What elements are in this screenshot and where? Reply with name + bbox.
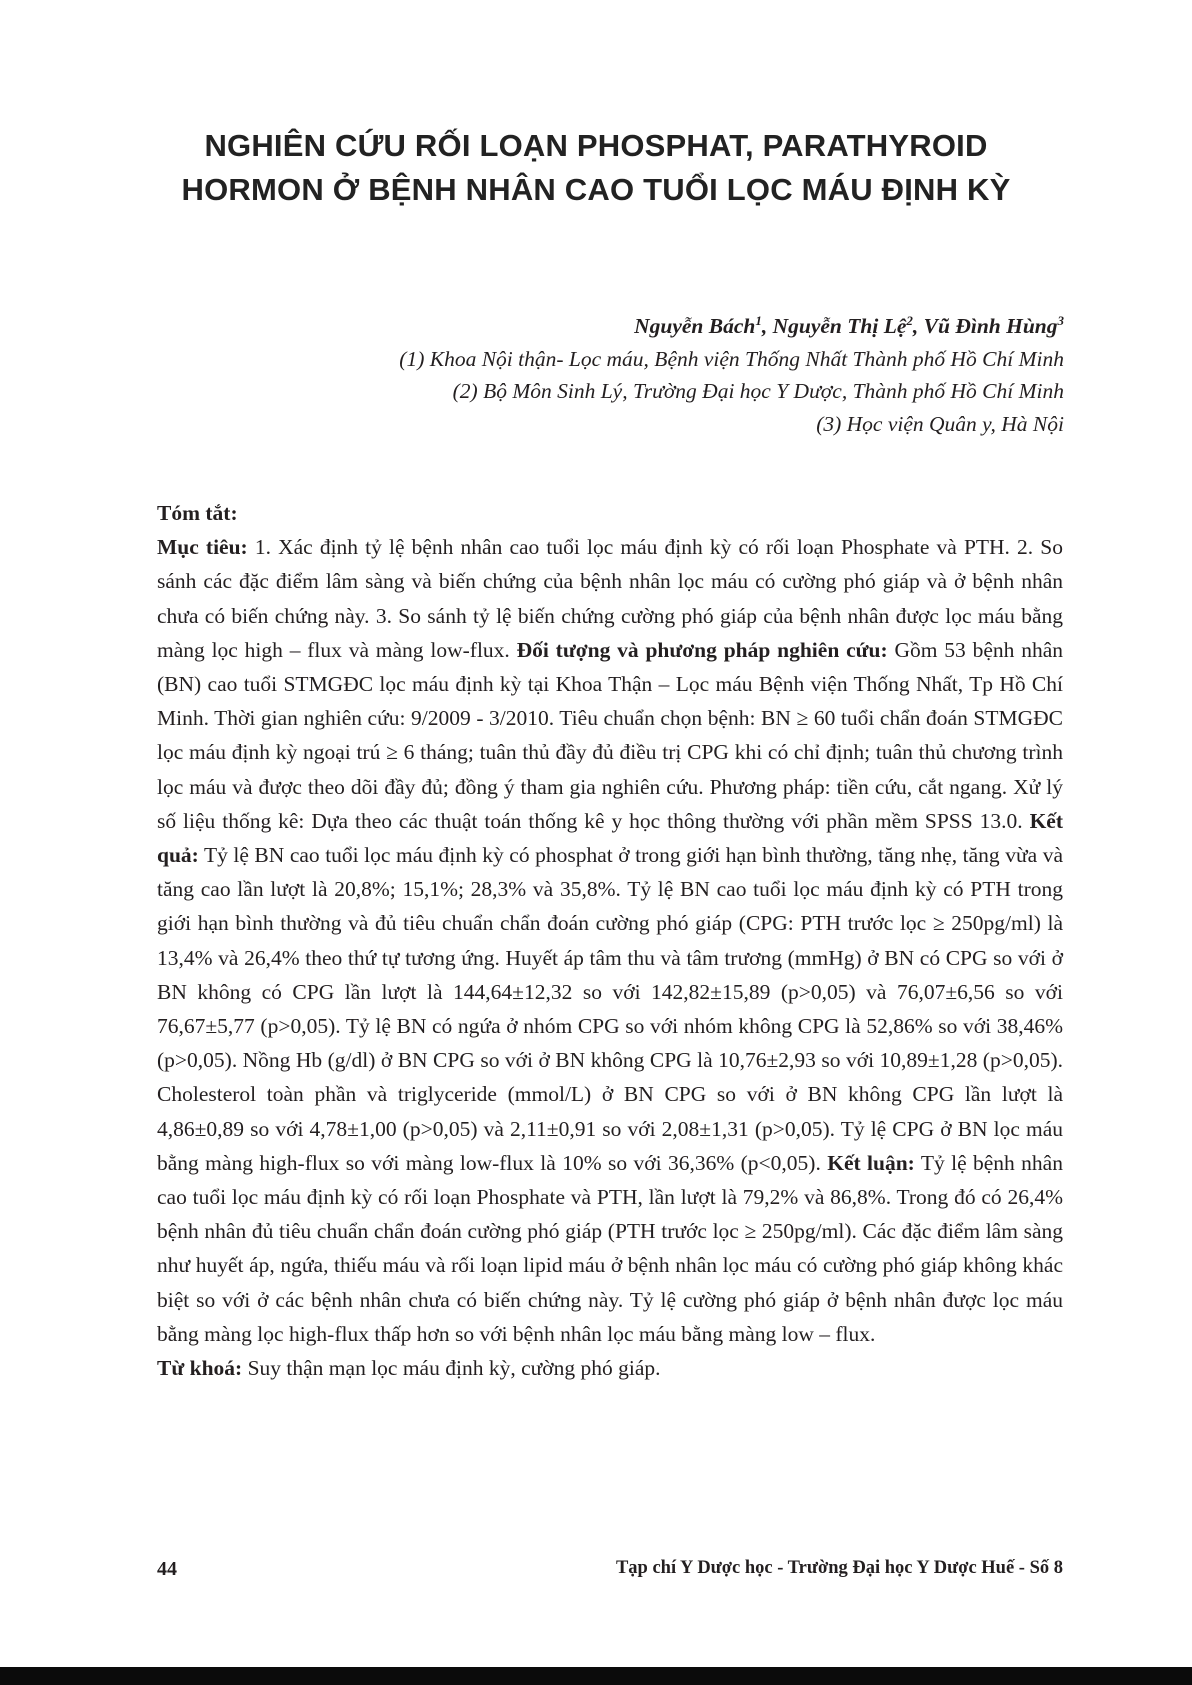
keywords-label: Từ khoá: <box>157 1356 243 1381</box>
objective-text: 1. Xác định tỷ lệ bệnh nhân cao tuổi lọc máu định kỳ có rối loạn Phosphate và PTH. 2. So sánh các đặc điểm lâm sàng và biến chứng của bệnh nhân lọc máu có cường phó giáp và ở bệnh nhân chưa có biến chứng này. 3. So sánh tỷ lệ biến chứng cường phó giáp của bệnh nhân được lọc máu bằng màng lọc high – flux và màng low-flux. <box>157 535 1064 662</box>
page-number: 44 <box>157 1558 177 1580</box>
keywords <box>157 1351 1063 1385</box>
affiliation-1: (1) Khoa Nội thận- Lọc máu, Bệnh viện Thống Nhất Thành phố Hồ Chí Minh <box>399 346 1064 371</box>
article-title <box>100 124 1092 212</box>
methods-label: Đối tượng và phương pháp nghiên cứu: <box>516 637 888 662</box>
author-separator: , <box>761 314 773 339</box>
title-line-1: NGHIÊN CỨU RỐI LOẠN PHOSPHAT, PARATHYROID <box>204 128 988 163</box>
affiliation-3: (3) Học viện Quân y, Hà Nội <box>816 411 1064 436</box>
abstract-section <box>157 496 1063 1385</box>
results-label: Kết quả: <box>157 808 1063 868</box>
affiliation-2: (2) Bộ Môn Sinh Lý, Trường Đại học Y Dược, Thành phố Hồ Chí Minh <box>452 379 1064 404</box>
author-affiliation-mark: 2 <box>906 313 913 328</box>
author-block <box>399 305 1064 440</box>
results-text: Tỷ lệ BN cao tuổi lọc máu định kỳ có phosphat ở trong giới hạn bình thường, tăng nhẹ, tăng vừa và tăng cao lần lượt là 20,8%; 15,1%; 28,3% và 35,8%. Tỷ lệ BN cao tuổi lọc máu định kỳ có PTH trong giới hạn bình thường và đủ tiêu chuẩn chẩn đoán cường phó giáp (CPG: PTH trước lọc ≥ 250pg/ml) là 13,4% và 26,4% theo thứ tự tương ứng. Huyết áp tâm thu và tâm trương (mmHg) ở BN có CPG so với ở BN không có CPG lần lượt là 144,64±12,32 so với 142,82±15,89 (p>0,05) và 76,07±6,56 so với 76,67±5,77 (p>0,05). Tỷ lệ BN có ngứa ở nhóm CPG so với nhóm không CPG là 52,86% so với 38,46% (p>0,05). Nồng Hb (g/dl) ở BN CPG so với ở BN không CPG là 10,76±2,93 so với 10,89±1,28 (p>0,05). Cholesterol toàn phần và triglyceride (mmol/L) ở BN CPG so với ở BN không CPG lần lượt là 4,86±0,89 so với 4,78±1,00 (p>0,05) và 2,11±0,91 so với 2,08±1,31 (p>0,05). Tỷ lệ CPG ở BN lọc máu bằng màng high-flux so với màng low-flux là 10% so với 36,36% (p<0,05). <box>157 843 1063 1175</box>
page-footer <box>157 1558 1063 1588</box>
conclusion-label: Kết luận: <box>827 1150 915 1175</box>
title-line-2: HORMON Ở BỆNH NHÂN CAO TUỔI LỌC MÁU ĐỊNH KỲ <box>181 172 1011 207</box>
bottom-edge-bar <box>0 1667 1192 1685</box>
author-name: Vũ Đình Hùng <box>923 314 1058 339</box>
author-name: Nguyễn Thị Lệ <box>772 314 907 339</box>
objective-label: Mục tiêu: <box>157 535 248 560</box>
keywords-text: Suy thận mạn lọc máu định kỳ, cường phó giáp. <box>242 1356 661 1381</box>
author-separator: , <box>912 314 924 339</box>
author-affiliation-mark: 1 <box>755 313 762 328</box>
conclusion-text: Tỷ lệ bệnh nhân cao tuổi lọc máu định kỳ có rối loạn Phosphate và PTH, lần lượt là 79,2% và 86,8%. Trong đó có 26,4% bệnh nhân đủ tiêu chuẩn chẩn đoán cường phó giáp (PTH trước lọc ≥ 250pg/ml). Các đặc điểm lâm sàng như huyết áp, ngứa, thiếu máu và rối loạn lipid máu ở bệnh nhân lọc máu có cường phó giáp không khác biệt so với ở các bệnh nhân chưa có biến chứng này. Tỷ lệ cường phó giáp ở bệnh nhân được lọc máu bằng màng lọc high-flux thấp hơn so với bệnh nhân lọc máu bằng màng low – flux. <box>157 1150 1063 1346</box>
methods-text: Gồm 53 bệnh nhân (BN) cao tuổi STMGĐC lọc máu định kỳ tại Khoa Thận – Lọc máu Bệnh viện Thống Nhất, Tp Hồ Chí Minh. Thời gian nghiên cứu: 9/2009 - 3/2010. Tiêu chuẩn chọn bệnh: BN ≥ 60 tuổi chẩn đoán STMGĐC lọc máu định kỳ ngoại trú ≥ 6 tháng; tuân thủ đầy đủ điều trị CPG khi có chỉ định; tuân thủ chương trình lọc máu và được theo dõi đầy đủ; đồng ý tham gia nghiên cứu. Phương pháp: tiền cứu, cắt ngang. Xử lý số liệu thống kê: Dựa theo các thuật toán thống kê y học thông thường với phần mềm SPSS 13.0. <box>157 637 1063 833</box>
author-affiliation-mark: 3 <box>1057 313 1064 328</box>
journal-name: Tạp chí Y Dược học - Trường Đại học Y Dược Huế - Số 8 <box>615 1558 1063 1578</box>
author-name: Nguyễn Bách <box>634 314 756 339</box>
abstract-heading: Tóm tắt: <box>157 501 238 525</box>
abstract-body <box>157 530 1063 1351</box>
author-list <box>399 305 1064 343</box>
